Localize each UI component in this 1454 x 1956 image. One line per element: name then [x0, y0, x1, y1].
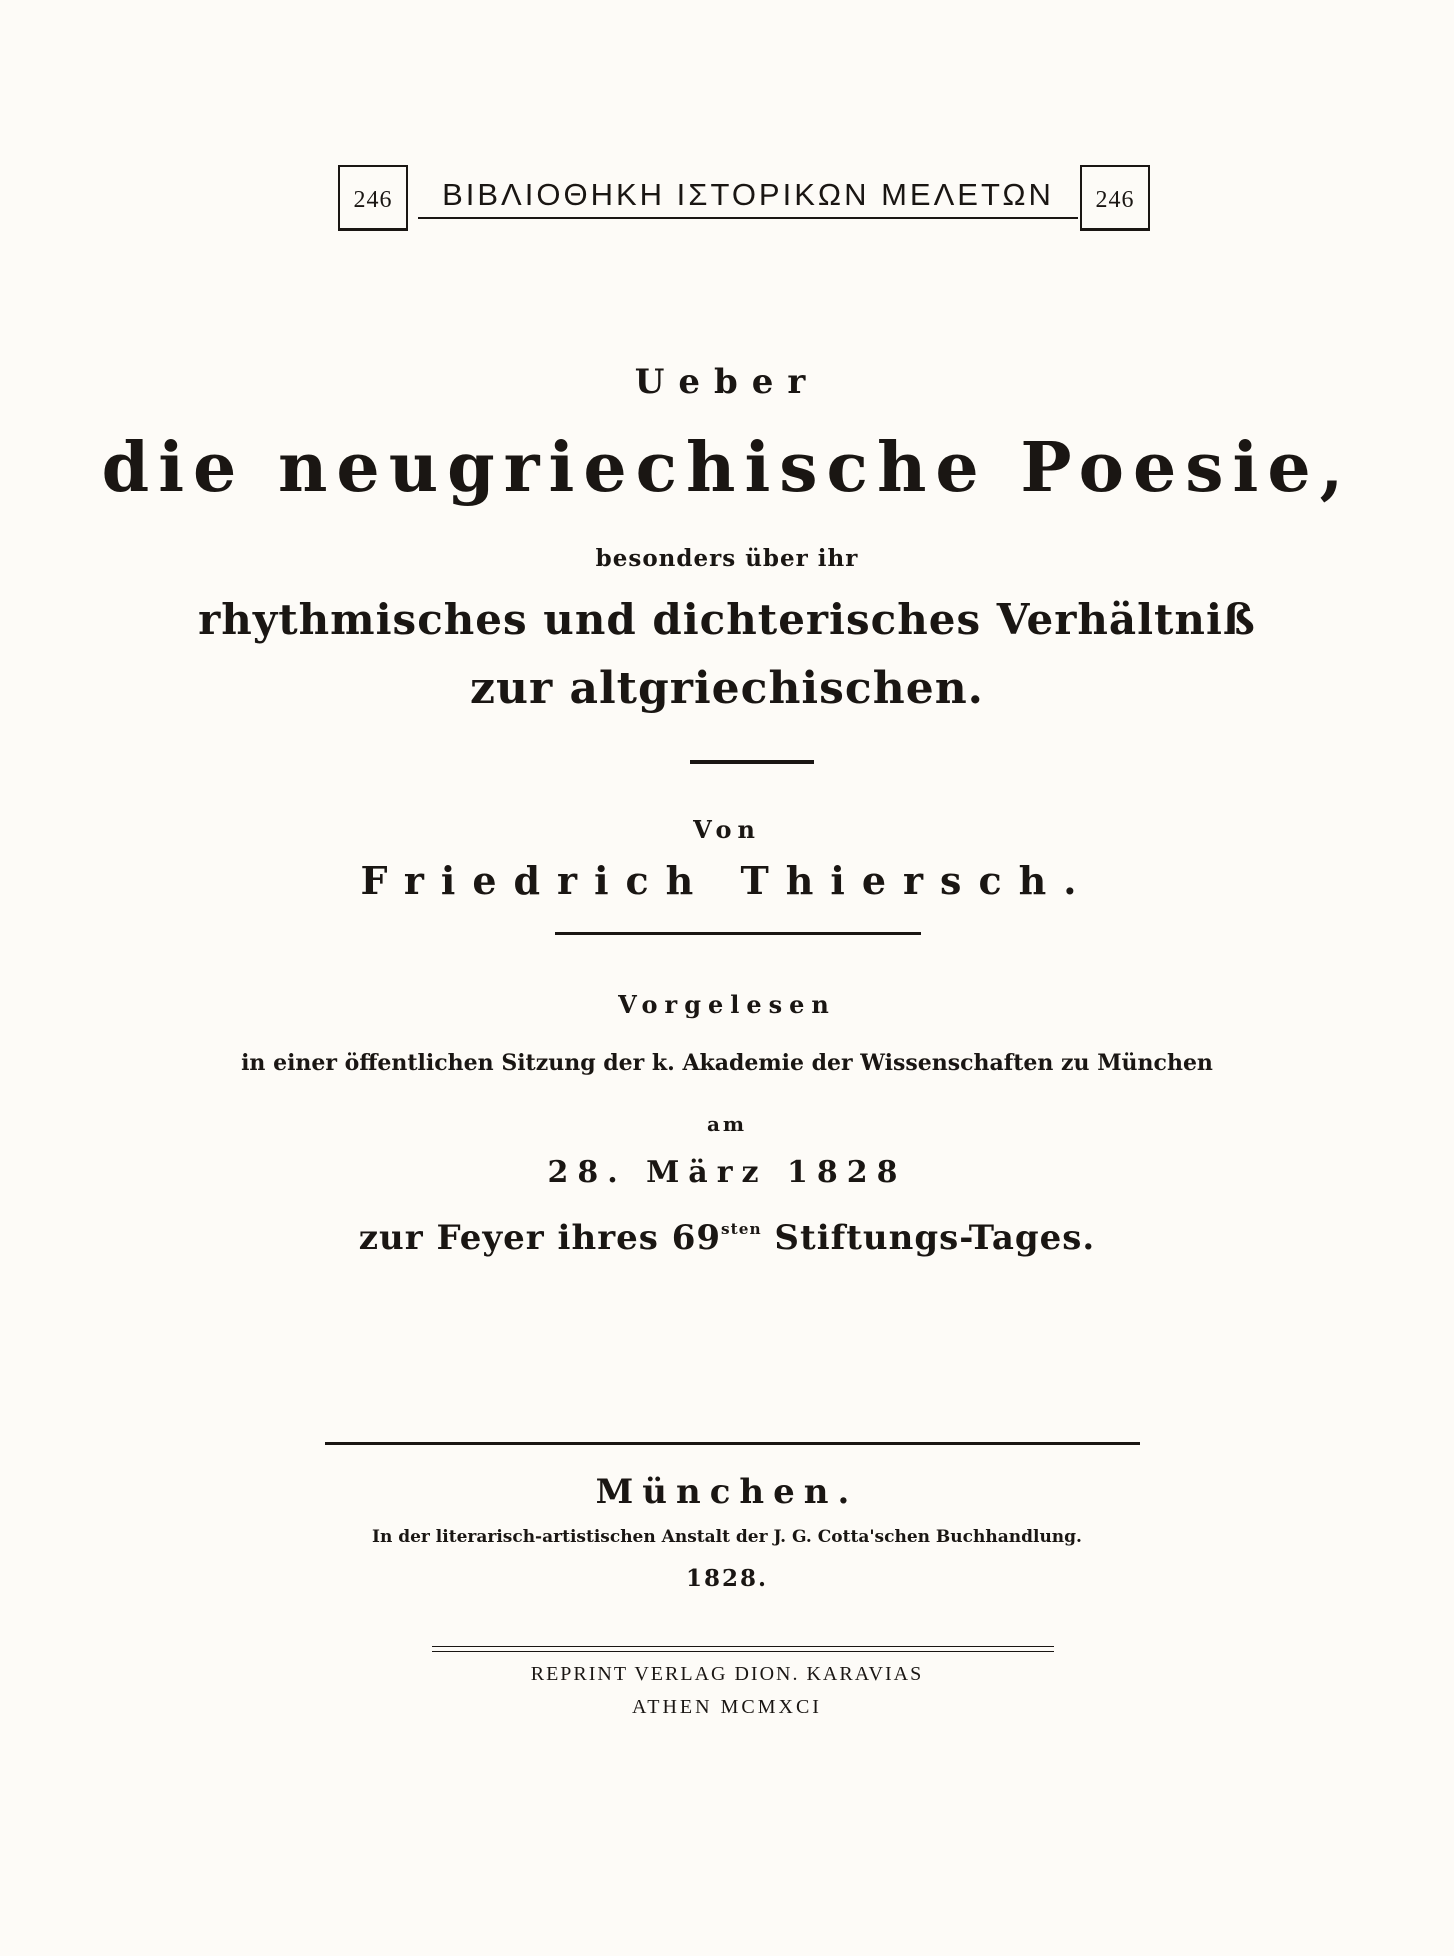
- celebration-line: [0, 1218, 1454, 1258]
- on-label: am: [706, 1112, 748, 1136]
- imprint-publisher: In der literarisch-artistischen Anstalt der J. G. Cotta'schen Buchhandlung.: [372, 1527, 1082, 1547]
- read-label: Vorgelesen: [618, 990, 836, 1019]
- subtitle-intro: besonders über ihr: [595, 545, 859, 572]
- occasion-line: in einer öffentlichen Sitzung der k. Akademie der Wissenschaften zu München: [241, 1050, 1213, 1076]
- subtitle-line-1: rhythmisches und dichterisches Verhältniß: [198, 595, 1256, 644]
- series-title: ΒΙΒΛΙΟΘΗΚΗ ΙΣΤΟΡΙΚΩΝ ΜΕΛΕΤΩΝ: [442, 177, 1054, 212]
- by-label: Von: [693, 815, 761, 844]
- reading-date: 28. März 1828: [547, 1155, 907, 1190]
- imprint-city: München.: [595, 1472, 859, 1512]
- imprint-year: 1828.: [685, 1565, 769, 1592]
- celebration-text-before: zur Feyer ihres 69: [358, 1218, 722, 1258]
- series-title-underline: [418, 217, 1078, 219]
- author-name: Friedrich Thiersch.: [360, 858, 1094, 903]
- imprint-rule: [325, 1442, 1140, 1445]
- celebration-text-after: Stiftungs-Tages.: [761, 1218, 1096, 1258]
- title-prefix: Ueber: [634, 362, 820, 402]
- right-number-box: [1080, 165, 1150, 231]
- reprint-line-1: REPRINT VERLAG DION. KARAVIAS: [530, 1663, 924, 1685]
- ornamental-rule-2: [555, 932, 921, 935]
- main-title: die neugriechische Poesie,: [101, 428, 1353, 508]
- subtitle-line-2: zur altgriechischen.: [469, 663, 985, 714]
- reprint-rule-bottom: [432, 1651, 1054, 1652]
- series-header: [338, 165, 1150, 235]
- celebration-superscript: sten: [721, 1219, 762, 1238]
- reprint-rule-top: [432, 1646, 1054, 1647]
- page-number-left: 246: [353, 187, 393, 213]
- left-number-box: [338, 165, 408, 231]
- ornamental-rule-1: [690, 760, 814, 764]
- page-number-right: 246: [1095, 187, 1135, 213]
- reprint-line-2: ATHEN MCMXCI: [632, 1696, 822, 1718]
